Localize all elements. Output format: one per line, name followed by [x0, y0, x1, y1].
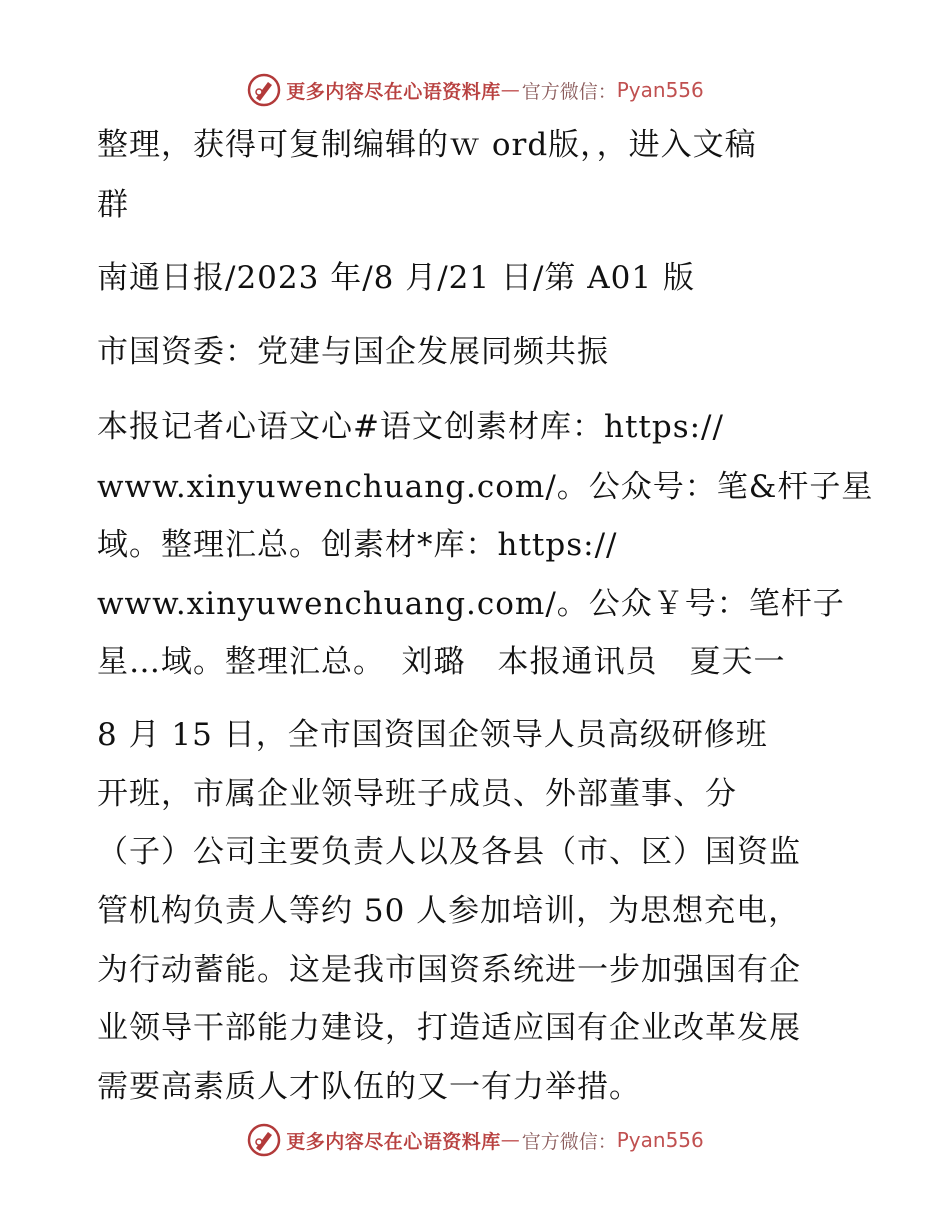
doc-line-16: 需要高素质人才队伍的又一有力举措。: [97, 1069, 641, 1105]
doc-line-11: 开班，市属企业领导班子成员、外部董事、分: [97, 776, 737, 812]
pen-logo-icon: [246, 1122, 282, 1158]
doc-line-15: 业领导干部能力建设，打造适应国有企业改革发展: [97, 1010, 801, 1046]
doc-line-5: 本报记者心语文心#语文创素材库：https://: [97, 409, 724, 445]
doc-line-9: 星…域。整理汇总。 刘璐 本报通讯员 夏天一: [97, 644, 786, 680]
banner-separator: —: [500, 1129, 520, 1151]
doc-line-4: 市国资委：党建与国企发展同频共振: [97, 334, 609, 370]
banner-wechat-id: Pyan556: [616, 1128, 704, 1152]
footer-banner: [0, 1120, 950, 1160]
doc-line-7: 域。整理汇总。创素材*库：https://: [97, 527, 618, 563]
banner-wechat-id: Pyan556: [616, 78, 704, 102]
pen-logo-icon: [246, 72, 282, 108]
banner-wechat-label: 官方微信：: [521, 1130, 617, 1153]
doc-line-1: 整理，获得可复制编辑的ｗ ord版，，进入文稿: [97, 127, 757, 163]
doc-line-13: 管机构负责人等约 50 人参加培训，为思想充电，: [97, 893, 801, 929]
doc-line-8: www.xinyuwenchuang.com/。公众￥号：笔杆子: [97, 586, 845, 622]
header-banner: [0, 70, 950, 110]
doc-line-3: 南通日报/2023 年/8 月/21 日/第 A01 版: [97, 260, 695, 296]
doc-line-12: （子）公司主要负责人以及各县（市、区）国资监: [97, 834, 801, 870]
banner-main-text: 更多内容尽在心语资料库: [286, 80, 501, 103]
doc-line-14: 为行动蓄能。这是我市国资系统进一步加强国有企: [97, 952, 801, 988]
banner-wechat-label: 官方微信：: [521, 80, 617, 103]
banner-main-text: 更多内容尽在心语资料库: [286, 1130, 501, 1153]
doc-line-2: 群: [97, 187, 129, 223]
doc-line-10: 8 月 15 日，全市国资国企领导人员高级研修班: [97, 717, 768, 753]
doc-line-6: www.xinyuwenchuang.com/。公众号：笔&杆子星: [97, 469, 874, 505]
banner-separator: —: [500, 79, 520, 101]
